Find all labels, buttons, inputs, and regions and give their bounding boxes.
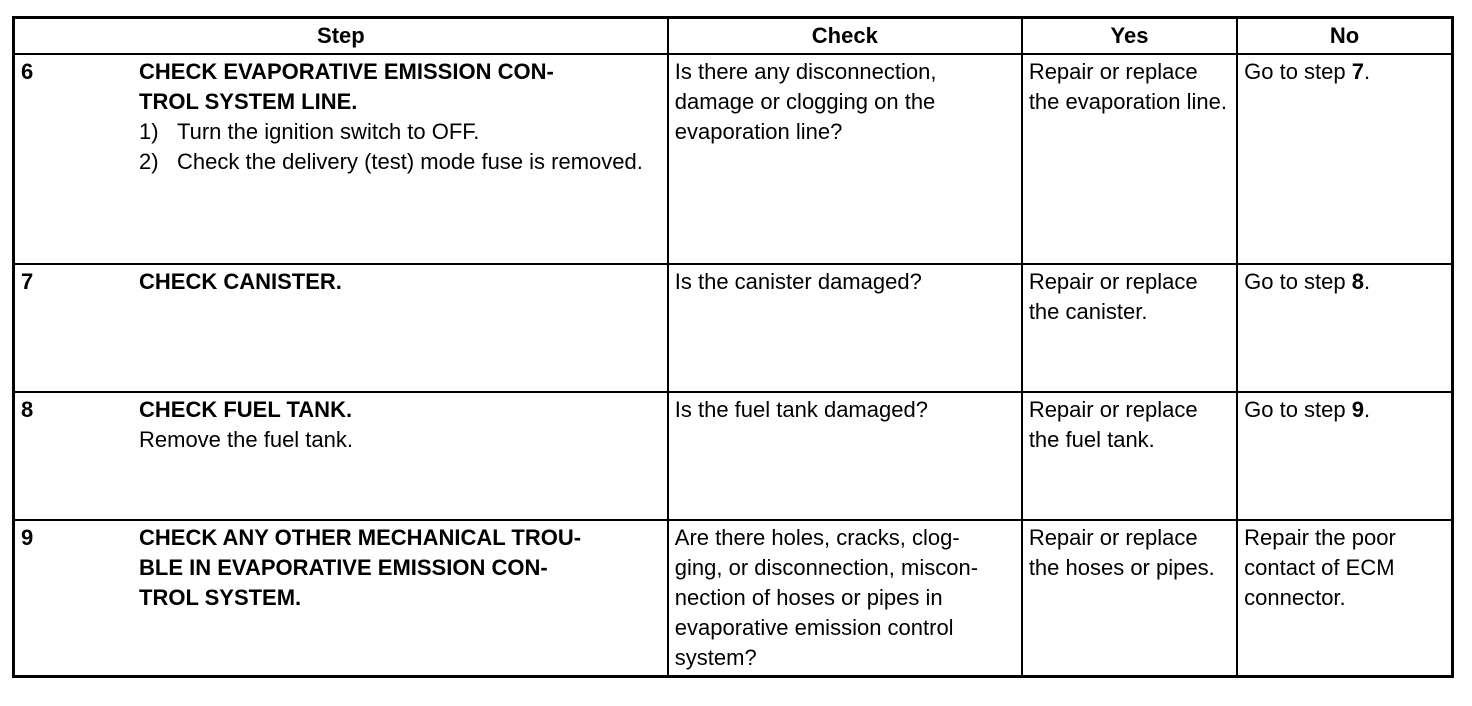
step-reference: 9 — [1351, 397, 1365, 422]
no-cell: Go to step 9. — [1237, 392, 1452, 520]
header-no: No — [1237, 18, 1452, 55]
step-reference: 8 — [1351, 269, 1365, 294]
table-row — [14, 392, 1453, 520]
header-step: Step — [14, 18, 668, 55]
yes-cell: Repair or replace the hoses or pipes. — [1022, 520, 1237, 677]
no-cell: Repair the poor contact of ECM connector. — [1237, 520, 1452, 677]
header-row — [14, 18, 1453, 55]
step-cell — [14, 264, 668, 392]
table-row — [14, 264, 1453, 392]
diagnostic-table — [12, 16, 1454, 678]
yes-cell: Repair or replace the fuel tank. — [1022, 392, 1237, 520]
step-title: CHECK ANY OTHER MECHANICAL TROU- BLE IN EVAPORATIVE EMISSION CON- TROL SYSTEM. — [139, 525, 582, 610]
step-cell — [14, 520, 668, 677]
yes-cell: Repair or replace the canister. — [1022, 264, 1237, 392]
check-cell: Is there any disconnection, damage or clogging on the evaporation line? — [668, 54, 1022, 264]
step-cell — [14, 54, 668, 264]
table-row — [14, 54, 1453, 264]
yes-cell: Repair or replace the evaporation line. — [1022, 54, 1237, 264]
no-cell: Go to step 7. — [1237, 54, 1452, 264]
step-number: 8 — [21, 397, 34, 422]
step-title: CHECK EVAPORATIVE EMISSION CON- TROL SYSTEM LINE. — [139, 59, 554, 114]
table-row — [14, 520, 1453, 677]
instruction-line: 1) Turn the ignition switch to OFF. — [139, 119, 480, 144]
step-title: CHECK FUEL TANK. — [139, 397, 353, 422]
check-cell: Is the fuel tank damaged? — [668, 392, 1022, 520]
step-reference: 7 — [1351, 59, 1365, 84]
check-cell: Is the canister damaged? — [668, 264, 1022, 392]
instruction-line: 2) Check the delivery (test) mode fuse is removed. — [139, 149, 643, 174]
check-cell: Are there holes, cracks, clog- ging, or disconnection, miscon- nection of hoses or pipes in evaporative emission control system? — [668, 520, 1022, 677]
step-title: CHECK CANISTER. — [139, 269, 342, 294]
step-number: 6 — [21, 59, 34, 84]
step-note: Remove the fuel tank. — [139, 427, 354, 452]
step-cell — [14, 392, 668, 520]
step-number: 7 — [21, 269, 34, 294]
header-yes: Yes — [1022, 18, 1237, 55]
header-check: Check — [668, 18, 1022, 55]
no-cell: Go to step 8. — [1237, 264, 1452, 392]
step-number: 9 — [21, 525, 34, 550]
